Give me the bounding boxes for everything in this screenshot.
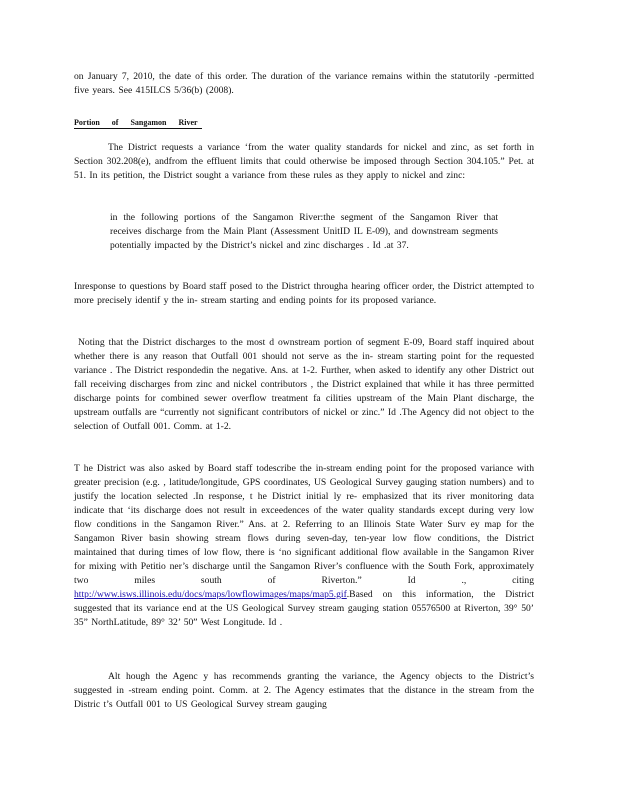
paragraph-intro: on January 7, 2010, the date of this order. The duration of the variance remains within the statutorily -permitted five years. See 415ILCS 5/36(b) (2008).	[74, 71, 534, 96]
block-quote: in the following portions of the Sangamon River:the segment of the Sangamon River that receives discharge from the Main Plant (Assessment UnitID IL E-09), and downstream segments potentially impacted by the District’s nickel and zinc discharges . Id .at 37.	[110, 212, 498, 251]
paragraph-5: Alt hough the Agenc y has recommends granting the variance, the Agency objects to the District’s suggested in -stream ending point. Comm. at 2. The Agency estimates that the distance in the stream from the Distric t’s Outfall 001 to US Geological Survey stream gauging	[74, 671, 534, 710]
paragraph-1: The District requests a variance ‘from the water quality standards for nickel and zinc, as set forth in Section 302.208(e), andfrom the effluent limits that could otherwise be imposed through Section 304.105.” Pet. at 51. In its petition, the District sought a variance from these rules as they apply to nickel and zinc:	[74, 142, 534, 181]
paragraph-3: Noting that the District discharges to the most d ownstream portion of segment E-09, Board staff inquired about whether there is any reason that Outfall 001 should not serve as the in- stream starting point for the requested variance . The District respondedin the negative. Ans. at 1-2. Further, when asked to identify any other District out fall receiving discharges from zinc and nickel contributors , the District explained that while it has three permitted discharge points for combined sewer overflow treatment fa cilities upstream of the Main Plant discharge, the upstream outfalls are “currently not significant contributors of nickel or zinc.” Id .The Agency did not object to the selection of Outfall 001. Comm. at 1-2.	[74, 337, 534, 432]
section-heading: Portion of Sangamon River	[74, 117, 202, 129]
map-link[interactable]: http://www.isws.illinois.edu/docs/maps/lowflowimages/maps/map5.gif	[74, 589, 347, 600]
paragraph-4: T he District was also asked by Board staff todescribe the in-stream ending point for the proposed variance with greater precision (e.g. , latitude/longitude, GPS coordinates, US Geological Survey gauging station numbers) and to justify the location selected .In response, t he District initial ly re- emphasized that its river monitoring data indicate that ‘its discharge does not result in exceedences of the water quality standards except during very low flow conditions in the Sangamon River.” Ans. at 2. Referring to an Illinois State Water Surv ey map for the Sangamon River basin showing stream flows during seven-day, ten-year low flow conditions, the District maintained that during times of low flow, there is ‘no significant additional flow available in the Sangamon River for mixing with Petitio ner’s discharge until the Sangamon River’s confluence with the South Fork, approximately two miles south of Riverton.” Id ., citing http://www.isws.illinois.edu/docs/maps/lowflowimages/maps/map5.gif.Based on this information, the District suggested that its variance end at the US Geological Survey stream gauging station 05576500 at Riverton, 39° 50’ 35” NorthLatitude, 89° 32’ 50” West Longitude. Id .	[74, 463, 534, 628]
paragraph-2: Inresponse to questions by Board staff posed to the District througha hearing officer order, the District attempted to more precisely identif y the in- stream starting and ending points for its proposed variance.	[74, 281, 534, 306]
